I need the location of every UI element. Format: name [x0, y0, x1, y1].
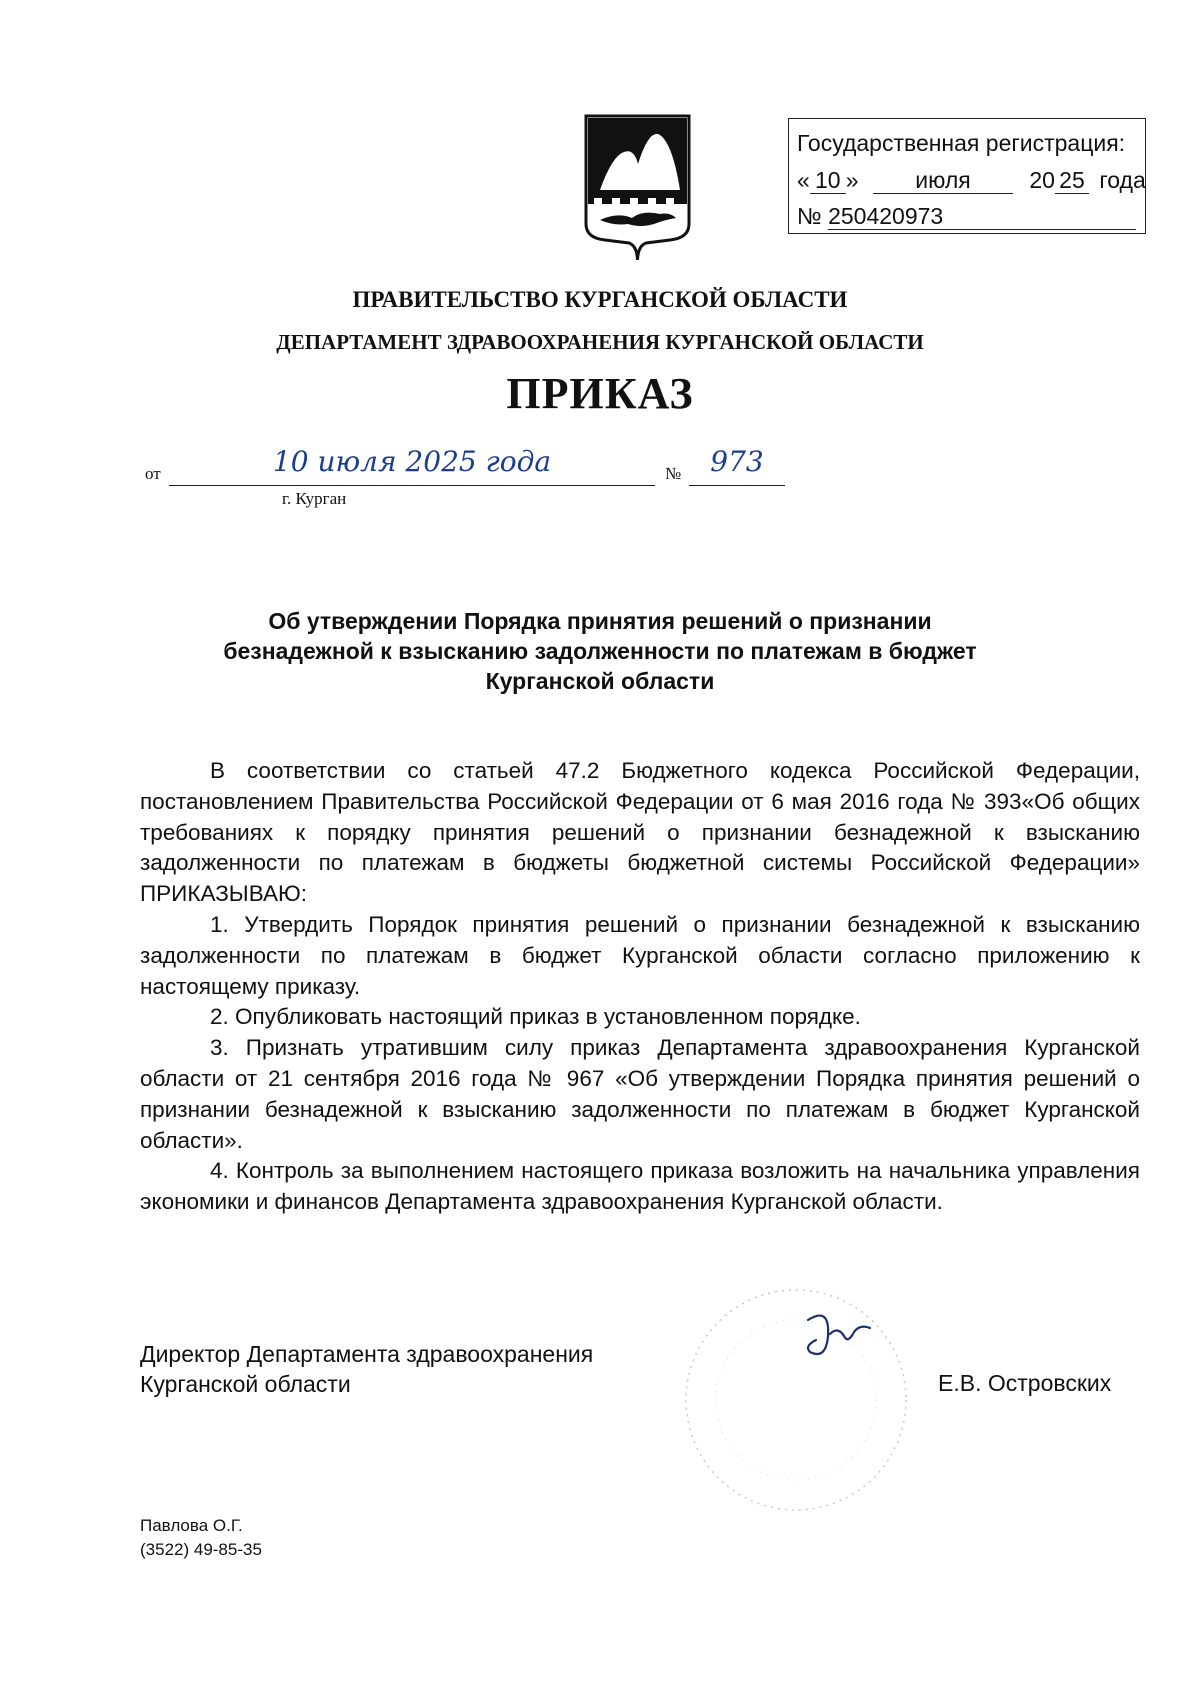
- registration-year-suffix: 25: [1055, 169, 1089, 194]
- signatory-position-line2: Курганской области: [140, 1371, 351, 1397]
- order-from-label: от: [145, 464, 161, 483]
- registration-day: 10: [810, 169, 846, 194]
- body-item-3: 3. Признать утратившим силу приказ Департамента здравоохранения Курганской области от 21 сентября 2016 года № 967 «Об утверждении Порядка принятия решений о признании безнадежной к взысканию задолженности по платежам в бюджет Курганской области».: [140, 1035, 1140, 1153]
- department-name: ДЕПАРТАМЕНТ ЗДРАВООХРАНЕНИЯ КУРГАНСКОЙ ОБЛАСТИ: [276, 330, 924, 354]
- registration-year-prefix: 20: [1029, 167, 1055, 193]
- document-type-title: ПРИКАЗ: [506, 369, 694, 418]
- registration-date: [797, 169, 1146, 194]
- registration-year-word: года: [1099, 167, 1146, 193]
- registration-label: Государственная регистрация:: [797, 130, 1126, 156]
- order-body: [140, 756, 1140, 1218]
- registration-close-quote: »: [845, 167, 859, 193]
- order-date-handwritten: 10 июля 2025 года: [169, 445, 655, 486]
- signatory-name: Е.В. Островских: [938, 1370, 1112, 1396]
- signatory-position: [140, 1339, 593, 1399]
- executor-info: [140, 1514, 262, 1562]
- executor-name: Павлова О.Г.: [140, 1516, 243, 1535]
- order-city: г. Курган: [282, 489, 347, 508]
- order-number-handwritten: 973: [689, 445, 785, 486]
- registration-number: 250420973: [828, 205, 1136, 230]
- registration-number-label: №: [797, 203, 822, 229]
- signatory-position-line1: Директор Департамента здравоохранения: [140, 1341, 594, 1367]
- coat-of-arms-emblem: [580, 112, 695, 262]
- government-name: ПРАВИТЕЛЬСТВО КУРГАНСКОЙ ОБЛАСТИ: [352, 287, 848, 312]
- state-registration-box: [788, 118, 1146, 234]
- registration-month: июля: [873, 169, 1013, 194]
- order-number-label: №: [665, 464, 682, 483]
- registration-number-row: [797, 205, 1136, 230]
- body-item-4: 4. Контроль за выполнением настоящего приказа возложить на начальника управления экономики и финансов Департамента здравоохранения Курганской области.: [140, 1158, 1140, 1215]
- registration-open-quote: «: [797, 167, 810, 193]
- order-subject: Об утверждении Порядка принятия решений о признании безнадежной к взысканию задолженности по платежам в бюджет Курганской области: [223, 608, 977, 694]
- body-item-2: 2. Опубликовать настоящий приказ в установленном порядке.: [210, 1004, 861, 1030]
- handwritten-signature: [790, 1306, 880, 1366]
- executor-phone: (3522) 49-85-35: [140, 1540, 262, 1559]
- body-preamble: В соответствии со статьей 47.2 Бюджетного кодекса Российской Федерации, постановлением Правительства Российской Федерации от 6 мая 2016 года № 393«Об общих требованиях к порядку принятия решений о признании безнадежной к взысканию задолженности по платежам в бюджеты бюджетной системы Российской Федерации» ПРИКАЗЫВАЮ:: [140, 758, 1140, 907]
- body-item-1: 1. Утвердить Порядок принятия решений о признании безнадежной к взысканию задолженности по платежам в бюджет Курганской области согласно приложению к настоящему приказу.: [140, 911, 1140, 999]
